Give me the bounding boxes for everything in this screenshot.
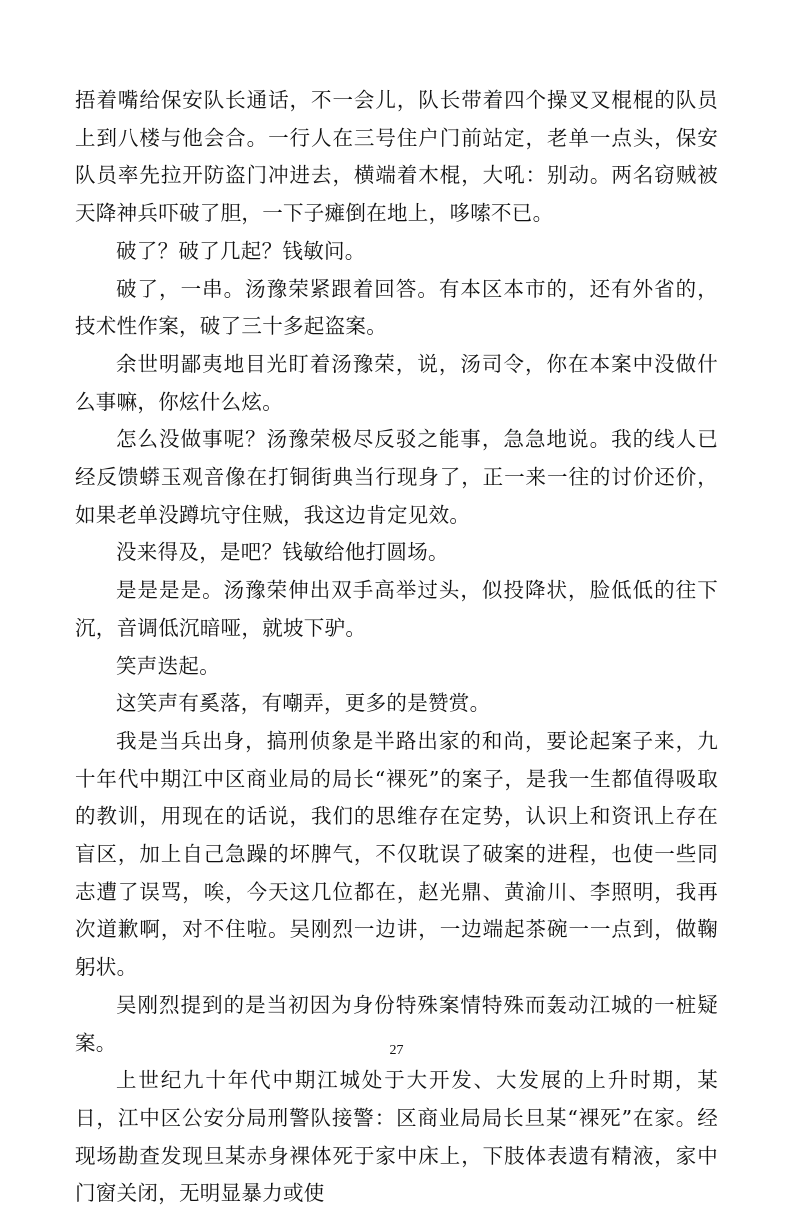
paragraph-3: 破了，一串。汤豫荣紧跟着回答。有本区本市的，还有外省的，技术性作案，破了三十多起盗案。	[75, 276, 718, 339]
paragraph-7: 是是是是。汤豫荣伸出双手高举过头，似投降状，脸低低的往下沉，音调低沉暗哑，就坡下驴。	[75, 578, 718, 640]
paragraph-9: 这笑声有奚落，有嘲弄，更多的是赞赏。	[116, 691, 491, 716]
paragraph-2: 破了？破了几起？钱敏问。	[116, 238, 366, 263]
paragraph-5: 怎么没做事呢？汤豫荣极尽反驳之能事，急急地说。我的线人已经反馈蟒玉观音像在打铜街典当行现身了，正一来一往的讨价还价，如果老单没蹲坑守住贼，我这边肯定见效。	[75, 427, 718, 527]
page-number: 27	[389, 1043, 404, 1058]
paragraph-12: 上世纪九十年代中期江城处于大开发、大发展的上升时期，某日，江中区公安分局刑警队接警：区商业局局长旦某“裸死”在家。经现场勘查发现旦某赤身裸体死于家中床上，下肢体表遗有精液，家中门窗关闭，无明显暴力或使	[75, 1068, 718, 1206]
paragraph-11: 吴刚烈提到的是当初因为身份特殊案情特殊而轰动江城的一桩疑案。	[75, 992, 718, 1055]
paragraph-4: 余世明鄙夷地目光盯着汤豫荣，说，汤司令，你在本案中没做什么事嘛，你炫什么炫。	[75, 351, 718, 414]
paragraph-10: 我是当兵出身，搞刑侦象是半路出家的和尚，要论起案子来，九十年代中期江中区商业局的局长“裸死”的案子，是我一生都值得吸取的教训，用现在的话说，我们的思维存在定势，认识上和资讯上存在盲区，加上自己急躁的坏脾气，不仅耽误了破案的进程，也使一些同志遭了误骂，唉，今天这几位都在，赵光鼎、黄渝川、李照明，我再次道歉啊，对不住啦。吴刚烈一边讲，一边端起茶碗一一点到，做鞠躬状。	[75, 728, 718, 980]
paragraph-8: 笑声迭起。	[116, 653, 220, 678]
paragraph-1: 捂着嘴给保安队长通话，不一会儿，队长带着四个操叉叉棍棍的队员上到八楼与他会合。一行人在三号住户门前站定，老单一点头，保安队员率先拉开防盗门冲进去，横端着木棍，大吼：别动。两名窃贼被天降神兵吓破了胆，一下子瘫倒在地上，哆嗦不已。	[75, 88, 718, 226]
paragraph-6: 没来得及，是吧？钱敏给他打圆场。	[116, 540, 449, 565]
